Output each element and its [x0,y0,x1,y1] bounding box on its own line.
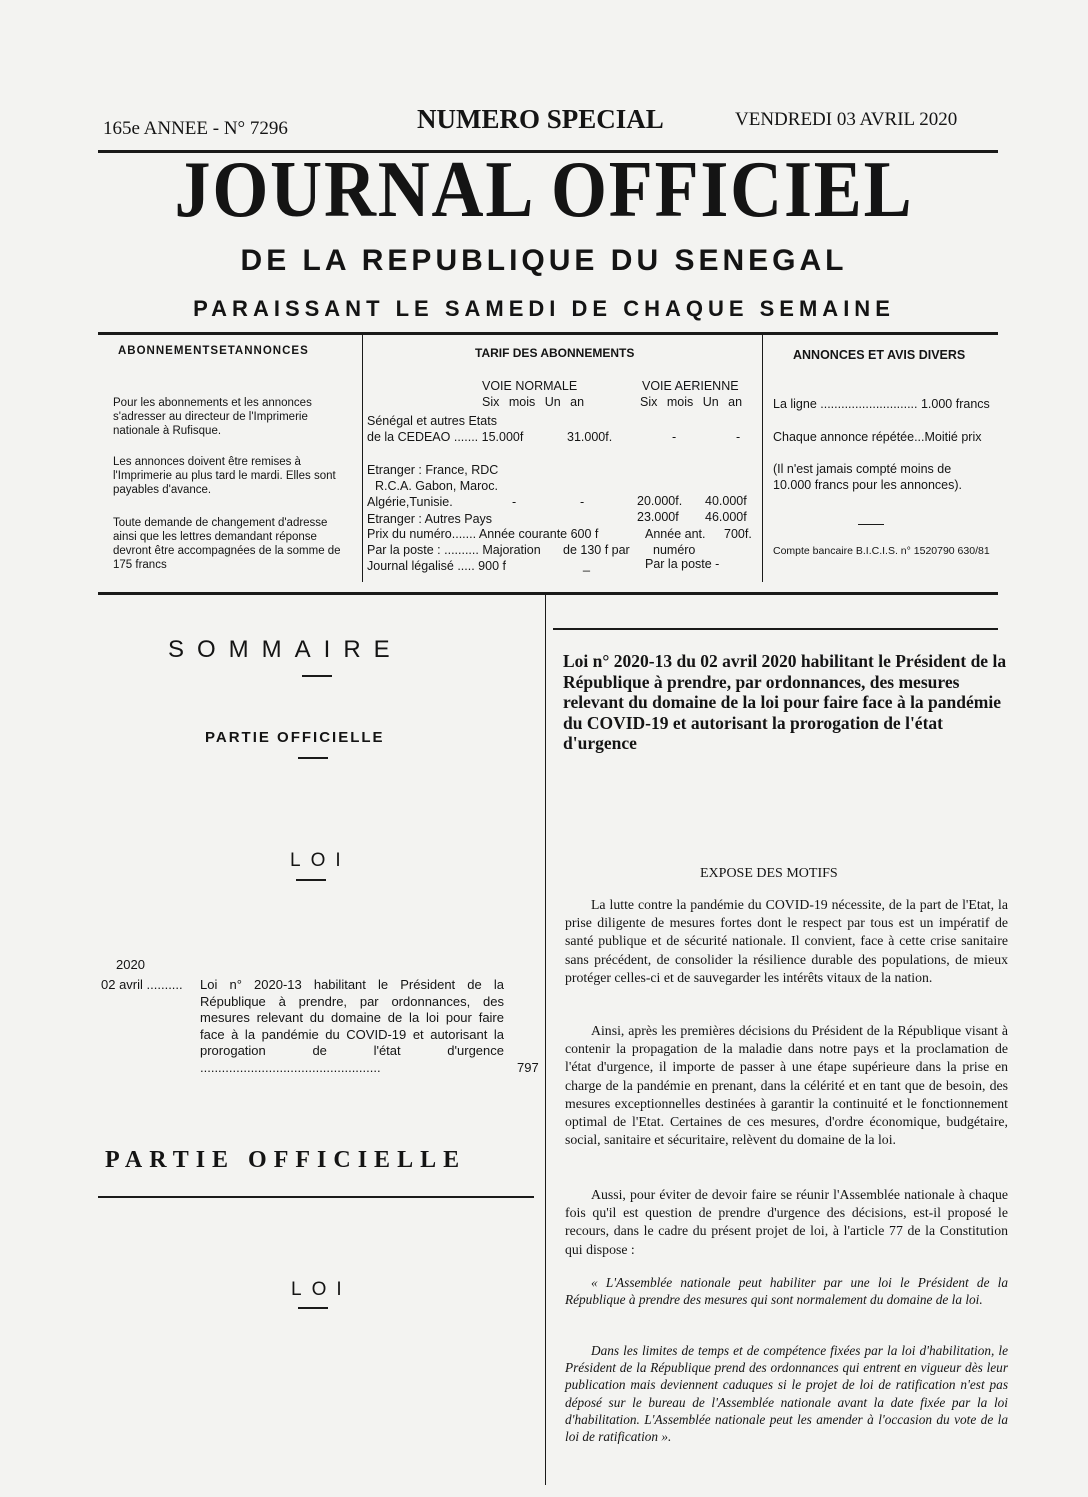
abonnements-text-3: Toute demande de changement d'adresse ainsi que les lettres demandant réponse devront être accompagnées de la somme de 175 francs [113,517,341,571]
aerienne-columns: Six mois Un an [640,395,743,409]
journal-title: JOURNAL OFFICIEL [174,146,914,234]
tarif-row-algerie: Algérie,Tunisie. [367,495,453,509]
tarif-row-prix: Prix du numéro....... Année courante 600 f [367,527,599,541]
annonces-dash [858,524,884,525]
divider-dash [298,757,328,759]
compte-bancaire: Compte bancaire B.I.C.I.S. n° 1520790 630/81 [773,545,990,557]
tarif-cell: - [580,495,585,509]
tarif-cell: 23.000f [637,510,679,524]
tarif-row-senegal: Sénégal et autres Etats [367,414,497,428]
special-issue-label: NUMERO SPECIAL [417,104,664,134]
abonnements-heading: ABONNEMENTSETANNONCES [118,345,309,357]
tarif-cell: - [736,430,741,444]
journal-tagline: PARAISSANT LE SAMEDI DE CHAQUE SEMAINE [193,296,895,321]
tarif-heading: TARIF DES ABONNEMENTS [475,346,635,360]
voie-normale-label: VOIE NORMALE [482,379,578,393]
tarif-cell: - [672,430,677,444]
tarif-row-poste: Par la poste : .......... Majoration [367,543,541,557]
box-top-rule [98,332,998,335]
tarif-cell: - [512,495,517,509]
box-divider [362,334,363,582]
issue-number: 165e ANNEE - N° 7296 [103,118,288,139]
section-rule [98,1196,534,1198]
law-paragraph-3: Aussi, pour éviter de devoir faire se réunir l'Assemblée nationale à chaque fois qu'il est question de prendre d'urgence des décisions, est-il proposé le recours, dans le cadre du présent projet de loi, à l'article 77 de la Constitution qui dispose : [565,1187,1008,1257]
annonces-ligne: La ligne ............................ 1.000 francs [773,397,990,411]
box-bottom-rule [98,592,998,595]
law-title: Loi n° 2020-13 du 02 avril 2020 habilitant le Président de la République à prendre, par ordonnances, des mesures relevant du domaine de la loi pour faire face à la pandémie du COVID-19 et autorisant la prorogation de l'état d'urgence [563,651,1007,753]
tarif-cell: 31.000f. [567,430,613,444]
tarif-cell: 40.000f [705,494,747,508]
tarif-cell: _ [583,558,590,572]
divider-dash [298,1307,328,1309]
tarif-cell: 700f. [724,527,752,541]
tarif-cell: Année ant. [645,527,706,541]
tarif-cell: numéro [653,543,696,557]
tarif-row-cedeao: de la CEDEAO ....... 15.000f [367,430,524,444]
box-divider [762,334,763,582]
law-top-rule [553,628,998,630]
sommaire-partie: PARTIE OFFICIELLE [205,729,385,746]
loi-heading: LOI [291,1279,352,1300]
law-quote-1: « L'Assemblée nationale peut habiliter par une loi le Président de la République à prendre des mesures qui sont normalement du domaine de la loi. [565,1275,1008,1308]
toc-entry-text: Loi n° 2020-13 habilitant le Président de la République à prendre, par ordonnances, des mesures relevant du domaine de la loi pour faire face à la pandémie du COVID-19 et autorisant la prorogation de l'état d'urgence .................................................. [200,977,504,1075]
tarif-row-autres: Etranger : Autres Pays [367,512,493,526]
divider-dash [302,675,332,677]
issue-date: VENDREDI 03 AVRIL 2020 [735,109,958,130]
annonces-heading: ANNONCES ET AVIS DIVERS [793,348,966,362]
law-quote-2: Dans les limites de temps et de compétence fixées par la loi d'habilitation, le Président de la République prend des ordonnances qui entrent en vigueur dès leur publication mais deviennent caduques si le projet de loi de ratification n'est pas déposé sur le bureau de l'Assemblée nationale avant la date fixée par la loi d'habilitation. L'Assemblée nationale peut les amender à l'occasion du vote de la loi de ratification ». [565,1343,1008,1445]
tarif-cell: 20.000f. [637,494,683,508]
tarif-row-etranger: Etranger : France, RDC [367,463,499,477]
annonces-repetee: Chaque annonce répétée...Moitié prix [773,430,982,444]
divider-dash [296,879,326,881]
law-paragraph-1: La lutte contre la pandémie du COVID-19 nécessite, de la part de l'Etat, la prise diligente de mesures fortes dont le respect par tous est un impératif de santé publique et de sécurité nationale. Il convient, face à cette crise sanitaire sans précédent, de consolider la résilience durable des populations, de mieux protéger celles-ci et de sauvegarder les intérêts vitaux de la nation. [565,897,1008,985]
voie-aerienne-label: VOIE AERIENNE [642,379,739,393]
abonnements-text-1: Pour les abonnements et les annonces s'adresser au directeur de l'Imprimerie nationale à Rufisque. [113,397,312,437]
column-divider [545,595,546,1485]
abonnements-text-2: Les annonces doivent être remises à l'Imprimerie au plus tard le mardi. Elles sont payables d'avance. [113,456,336,496]
tarif-cell: de 130 f par [563,543,630,557]
sommaire-title: SOMMAIRE [168,636,403,663]
tarif-row-legalise: Journal légalisé ..... 900 f [367,559,506,573]
toc-entry[interactable] [200,977,504,1076]
tarif-cell: Par la poste - [645,557,720,571]
toc-year: 2020 [116,957,145,972]
tarif-row-rca: R.C.A. Gabon, Maroc. [375,479,498,493]
tarif-cell: 46.000f [705,510,747,524]
annonces-note: (Il n'est jamais compté moins de 10.000 francs pour les annonces). [773,462,963,492]
normale-columns: Six mois Un an [482,395,585,409]
toc-page: 797 [517,1060,539,1075]
expose-heading: EXPOSE DES MOTIFS [700,866,838,881]
law-paragraph-2: Ainsi, après les premières décisions du Président de la République visant à contenir la propagation de la maladie dans notre pays et la proclamation de l'état d'urgence, il importe de passer à une étape supérieure dans la prise en charge de la pandémie en prenant, dans la célérité et en tant que de besoin, des mesures exceptionnelles destinées à garantir la continuité et le fonctionnement optimal de l'Etat. Certaines de ces mesures, d'ordre économique, budgétaire, social, sanitaire et sécuritaire, relèvent du domaine de la loi. [565,1023,1008,1148]
journal-subtitle: DE LA REPUBLIQUE DU SENEGAL [240,244,848,277]
toc-date: 02 avril .......... [101,977,183,992]
partie-officielle-heading: PARTIE OFFICIELLE [105,1147,467,1173]
sommaire-loi: LOI [290,850,351,871]
